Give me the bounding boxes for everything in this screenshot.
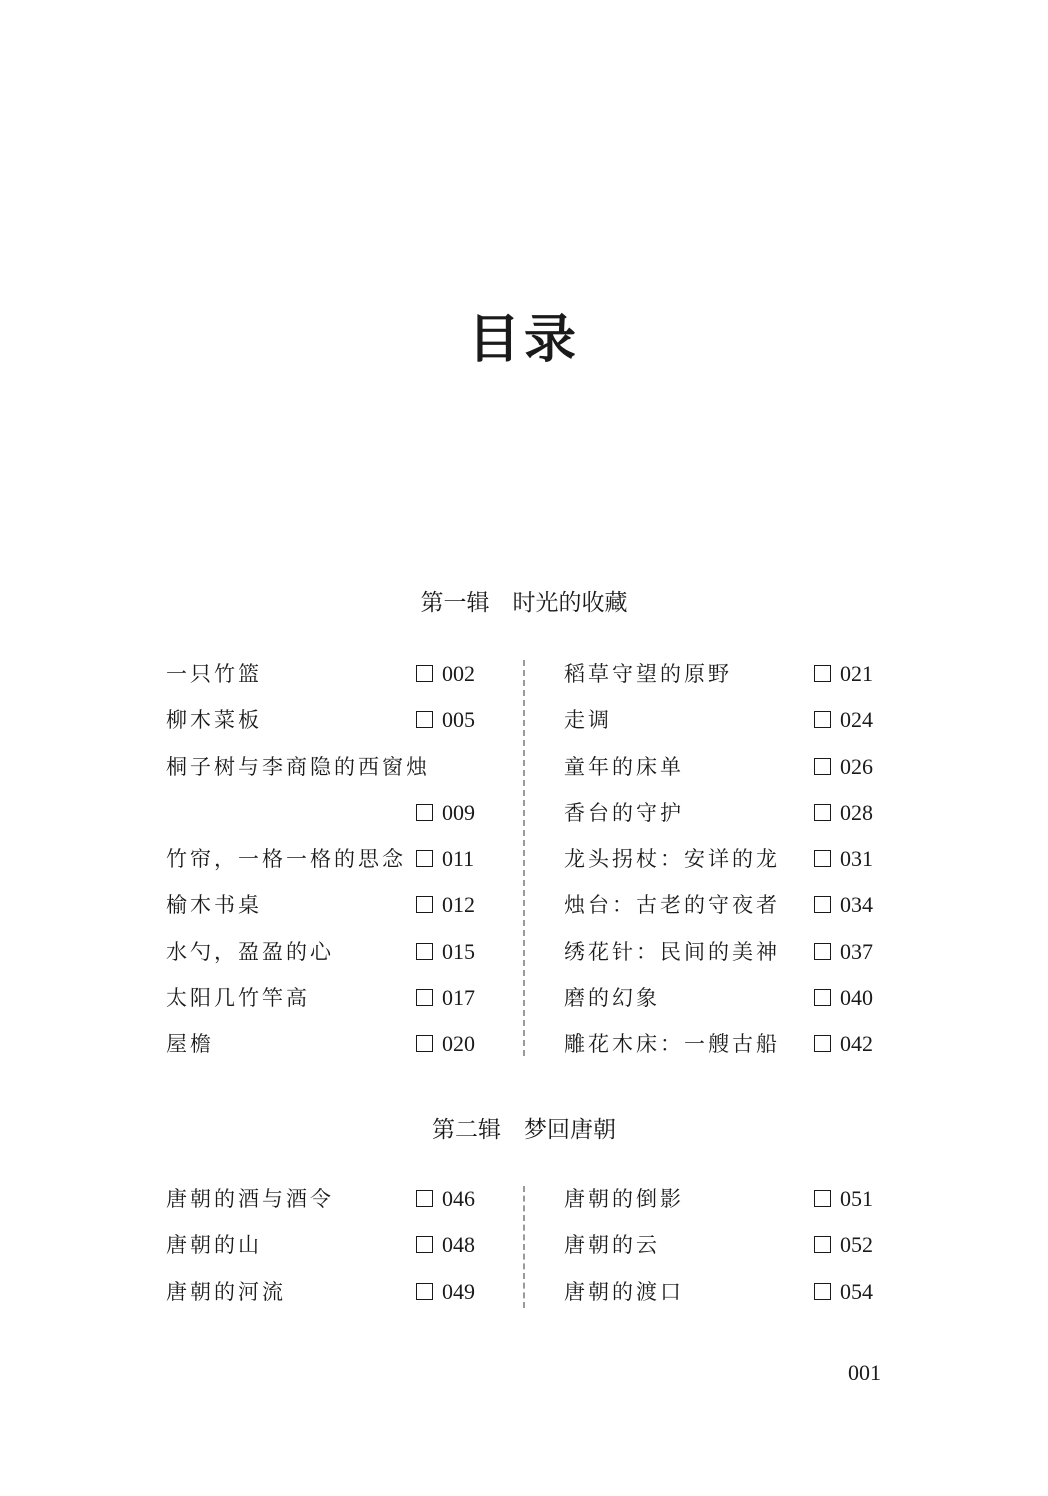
entry-title: 唐朝的云 <box>564 1233 660 1258</box>
toc-entry-continuation[interactable] <box>166 798 486 844</box>
toc-entry[interactable] <box>166 937 486 983</box>
toc-entry[interactable] <box>564 1277 884 1323</box>
page-ref: 028 <box>840 799 873 825</box>
entry-page <box>416 705 475 735</box>
entry-title: 绣花针：民间的美神 <box>564 939 780 964</box>
toc-entry[interactable] <box>166 752 486 798</box>
section-1-right-column <box>564 659 884 1075</box>
square-bullet-icon <box>814 943 831 960</box>
entry-title: 香台的守护 <box>564 800 684 825</box>
square-bullet-icon <box>814 804 831 821</box>
toc-entry[interactable] <box>564 1029 884 1075</box>
toc-entry[interactable] <box>166 1029 486 1075</box>
entry-page <box>416 1277 475 1307</box>
toc-entry[interactable] <box>564 659 884 705</box>
section-2-left-column <box>166 1184 486 1323</box>
entry-page <box>814 798 873 828</box>
entry-page <box>416 983 475 1013</box>
toc-entry[interactable] <box>166 705 486 751</box>
entry-title: 唐朝的倒影 <box>564 1187 684 1211</box>
page-ref: 020 <box>442 1031 475 1056</box>
entry-title: 唐朝的酒与酒令 <box>166 1187 334 1211</box>
entry-title: 屋檐 <box>166 1032 214 1056</box>
page-ref: 002 <box>442 661 475 686</box>
toc-entry[interactable] <box>564 937 884 983</box>
section-1-left-column <box>166 659 486 1075</box>
entry-title: 水勺，盈盈的心 <box>166 939 334 964</box>
page-ref: 042 <box>840 1031 873 1056</box>
entry-page <box>814 937 873 967</box>
square-bullet-icon <box>416 989 433 1006</box>
entry-title: 桐子树与李商隐的西窗烛 <box>166 754 430 779</box>
entry-page <box>416 1184 475 1214</box>
page-ref: 048 <box>442 1232 475 1258</box>
toc-entry[interactable] <box>166 1230 486 1276</box>
entry-title: 唐朝的河流 <box>166 1279 286 1304</box>
square-bullet-icon <box>814 1236 831 1253</box>
square-bullet-icon <box>416 1236 433 1253</box>
toc-entry[interactable] <box>564 705 884 751</box>
entry-title: 童年的床单 <box>564 754 684 779</box>
entry-page <box>814 983 873 1013</box>
page-number: 001 <box>848 1360 881 1385</box>
toc-entry[interactable] <box>564 1184 884 1230</box>
toc-entry[interactable] <box>564 983 884 1029</box>
page-ref: 031 <box>840 846 873 871</box>
square-bullet-icon <box>416 850 433 867</box>
page-title: 目录 <box>467 309 580 370</box>
page-ref: 049 <box>442 1278 475 1304</box>
column-divider <box>523 660 525 1056</box>
square-bullet-icon <box>416 943 433 960</box>
entry-page <box>416 890 475 920</box>
square-bullet-icon <box>814 1190 831 1207</box>
entry-title: 烛台：古老的守夜者 <box>564 893 780 918</box>
page-ref: 024 <box>840 707 873 733</box>
square-bullet-icon <box>416 711 433 728</box>
entry-title: 一只竹篮 <box>166 662 262 686</box>
entry-page <box>814 659 873 689</box>
square-bullet-icon <box>814 1283 831 1300</box>
page-ref: 021 <box>840 661 873 686</box>
entry-title: 龙头拐杖：安详的龙 <box>564 847 780 871</box>
page-ref: 046 <box>442 1186 475 1211</box>
square-bullet-icon <box>416 1035 433 1052</box>
page-ref: 052 <box>840 1232 873 1258</box>
toc-entry[interactable] <box>564 798 884 844</box>
entry-page <box>416 1230 475 1260</box>
toc-entry[interactable] <box>564 844 884 890</box>
page-ref: 037 <box>840 938 873 964</box>
entry-title: 榆木书桌 <box>166 893 262 918</box>
entry-page <box>814 844 873 874</box>
square-bullet-icon <box>416 1190 433 1207</box>
toc-entry[interactable] <box>166 659 486 705</box>
page-ref: 009 <box>442 799 475 825</box>
page-ref: 051 <box>840 1186 873 1211</box>
entry-title: 唐朝的山 <box>166 1233 262 1258</box>
entry-page <box>416 844 474 874</box>
section-2-right-column <box>564 1184 884 1323</box>
entry-page <box>814 752 873 782</box>
square-bullet-icon <box>814 850 831 867</box>
entry-title: 磨的幻象 <box>564 985 660 1010</box>
square-bullet-icon <box>814 665 831 682</box>
entry-title: 唐朝的渡口 <box>564 1279 684 1304</box>
entry-page <box>814 890 873 920</box>
entry-page <box>814 1029 873 1059</box>
toc-entry[interactable] <box>166 1277 486 1323</box>
entry-page <box>416 1029 475 1059</box>
page-ref: 017 <box>442 984 475 1010</box>
page-ref: 040 <box>840 984 873 1010</box>
toc-entry[interactable] <box>564 1230 884 1276</box>
toc-entry[interactable] <box>166 844 486 890</box>
column-divider <box>523 1186 525 1308</box>
page-ref: 054 <box>840 1278 873 1304</box>
page-ref: 034 <box>840 892 873 918</box>
page-ref: 011 <box>442 846 475 871</box>
square-bullet-icon <box>814 711 831 728</box>
square-bullet-icon <box>416 804 433 821</box>
toc-entry[interactable] <box>166 983 486 1029</box>
entry-title: 雕花木床：一艘古船 <box>564 1032 780 1056</box>
entry-page <box>814 705 873 735</box>
entry-title: 走调 <box>564 708 612 733</box>
page-ref: 005 <box>442 707 475 733</box>
square-bullet-icon <box>814 758 831 775</box>
square-bullet-icon <box>416 896 433 913</box>
entry-title: 稻草守望的原野 <box>564 662 732 686</box>
toc-entry[interactable] <box>564 890 884 936</box>
entry-page <box>814 1277 873 1307</box>
toc-entry[interactable] <box>564 752 884 798</box>
page-ref: 026 <box>840 753 873 779</box>
entry-title: 竹帘，一格一格的思念 <box>166 847 406 871</box>
entry-title: 太阳几竹竿高 <box>166 985 310 1010</box>
section-heading-2: 第二辑 梦回唐朝 <box>432 1117 616 1143</box>
entry-page <box>814 1230 873 1260</box>
entry-page <box>814 1184 873 1214</box>
square-bullet-icon <box>814 1035 831 1052</box>
toc-entry[interactable] <box>166 1184 486 1230</box>
page-ref: 012 <box>442 892 475 918</box>
entry-title: 柳木菜板 <box>166 708 262 733</box>
square-bullet-icon <box>416 665 433 682</box>
section-heading-1: 第一辑 时光的收藏 <box>420 590 628 616</box>
entry-page <box>416 937 475 967</box>
toc-entry[interactable] <box>166 890 486 936</box>
square-bullet-icon <box>814 989 831 1006</box>
square-bullet-icon <box>814 896 831 913</box>
entry-page <box>416 659 475 689</box>
page-ref: 015 <box>442 938 475 964</box>
square-bullet-icon <box>416 1283 433 1300</box>
entry-page <box>416 798 475 828</box>
